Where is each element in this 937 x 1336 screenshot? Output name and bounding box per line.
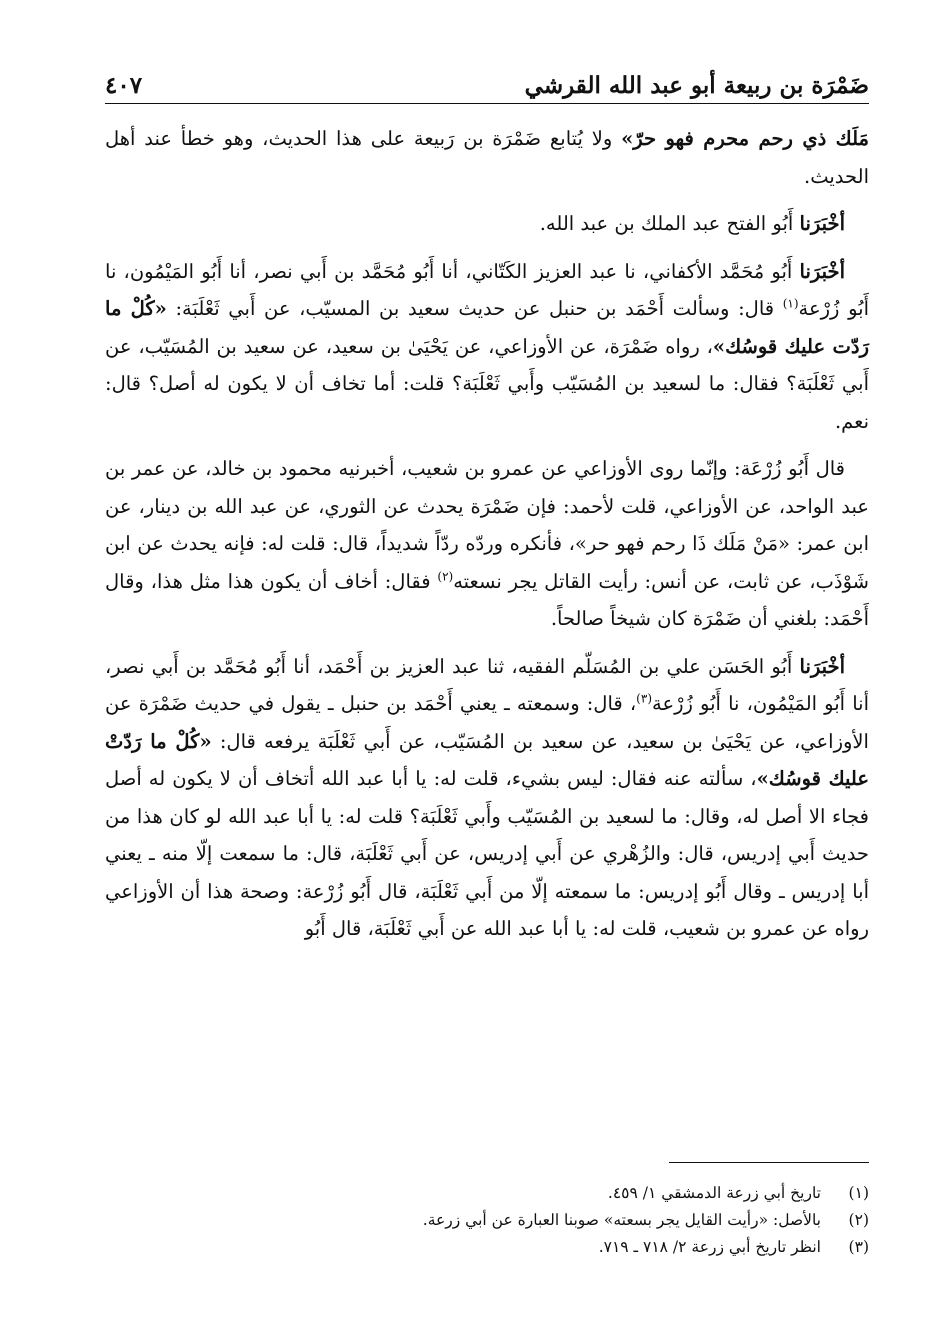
quoted-hadith: «كُلْ ما رَدّت عليك قوسُك» [105,297,869,358]
paragraph-text: أَبُو الفتح عبد الملك بن عبد الله. [539,212,800,235]
footnote-1 [105,1180,869,1207]
paragraph-text: أَبُو الحَسَن علي بن المُسَلّم الفقيه، ثنا عبد العزيز بن أَحْمَد، أنا أَبُو مُحَمَّد بن أَبي نصر، أنا أَبُو المَيْمُون، نا أَبُو زُرْعة [105,654,870,715]
paragraph-1 [105,120,869,195]
footnote-ref-1: (١) [782,296,799,311]
paragraph-text: ولا يُتابع ضَمْرَة بن رَبيعة على هذا الحديث، وهو خطأ عند أهل الحديث. [105,127,869,188]
footnote-number: (٢) [848,1211,869,1229]
footnote-divider [669,1162,869,1163]
footnote-number: (١) [848,1184,869,1202]
footnote-ref-2: (٢) [437,569,454,583]
footnote-2 [105,1207,869,1234]
quoted-hadith: «كُلْ ما رَدّتْ عليك قوسُك» [105,729,869,790]
paragraph-text: فقال: أخاف أن يكون هذا مثل هذا، وقال أَحْمَد: بلغني أن ضَمْرَة كان شيخاً صالحاً. [105,569,869,630]
paragraph-2 [105,205,869,243]
footnotes [105,1180,869,1261]
quoted-hadith: مَلَك ذي رحم محرم فهو حرّ» [621,127,869,150]
paragraph-text: أَبُو مُحَمَّد الأكفاني، نا عبد العزيز الكَتّاني، أنا أَبُو مُحَمَّد بن أَبي نصر، أنا أَبُو المَيْمُون، نا أَبُو زُرْعة [105,259,869,320]
paragraph-text: قال أَبُو زُرْعَة: وإنّما روى الأوزاعي عن عمرو بن شعيب، أخبرنيه محمود بن خالد، عن عمر بن عبد الواحد، عن الأوزاعي، قلت لأحمد: فإن ضَمْرَة يحدث عن الثوري، عن عبد الله بن دينار، عن ابن عمر: «مَنْ مَلَك ذَا رحم فهو حر»، فأنكره وردّه ردّاً شديداً، قال: قلت له: فإنه يحدث عن ابن شَوْذَب، عن ثابت، عن أنس: رأيت القاتل يجر نسعته [105,457,869,593]
akhbarana-lead: أخْبَرَنا [799,654,845,678]
akhbarana-lead: أخْبَرَنا [799,212,845,235]
footnote-number: (٣) [848,1238,869,1256]
paragraph-4 [105,450,869,638]
paragraph-5 [105,648,869,948]
footnote-ref-3: (٣) [636,691,652,706]
paragraph-text: ، قال: وسمعته ـ يعني أَحْمَد بن حنبل ـ يقول في حديث ضَمْرَة عن الأوزاعي، عن يَحْيَىٰ بن سعيد، عن سعيد بن المُسَيّب، عن أَبي ثَعْلَبَة يرفعه قال: [105,692,869,753]
footnote-text: بالأصل: «رأيت القايل يجر بسعته» صوبنا العبارة عن أبي زرعة. [422,1211,821,1229]
footnote-text: تاريخ أبي زرعة الدمشقي ١/ ٤٥٩. [607,1184,821,1202]
body-text [105,120,869,958]
paragraph-text: قال: وسألت أَحْمَد بن حنبل عن حديث سعيد بن المسيّب، عن أَبي ثَعْلَبَة: [166,297,783,320]
paragraph-text: ، رواه ضَمْرَة، عن الأوزاعي، عن يَحْيَىٰ بن سعيد، عن سعيد بن المُسَيّب، عن أَبي ثَعْلَبَة؟ فقال: ما لسعيد بن المُسَيّب وأَبي ثَعْلَبَة؟ قلت: أما تخاف أن لا يكون له أصل؟ قال: نعم. [105,334,869,433]
paragraph-3 [105,253,869,441]
running-title: ضَمْرَة بن ربيعة أبو عبد الله القرشي [524,72,869,99]
footnote-text: انظر تاريخ أبي زرعة ٢/ ٧١٨ ـ ٧١٩. [598,1238,821,1256]
page-number: ٤٠٧ [105,72,143,99]
paragraph-text: ، سألته عنه فقال: ليس بشيء، قلت له: يا أبا عبد الله أتخاف أن لا يكون له أصل فجاء الا أصل له، وقال: ما لسعيد بن المُسَيّب وأَبي ثَعْلَبَة؟ قلت له: يا أبا عبد الله لو كان هذا من حديث أَبي إدريس، قال: والزُهْري عن أَبي إدريس، عن أَبي ثَعْلَبَة، قال: ما سمعت إلّا منه ـ يعني أبا إدريس ـ وقال أَبُو إدريس: ما سمعته إلّا من أَبي ثَعْلَبَة، قال أَبُو زُرْعة: وصحة هذا أن الأوزاعي رواه عن عمرو بن شعيب، قلت له: يا أبا عبد الله عن أَبي ثَعْلَبَة، قال أَبُو [105,767,869,940]
page-header [105,60,869,104]
footnote-3 [105,1234,869,1261]
akhbarana-lead: أخْبَرَنا [799,259,845,283]
